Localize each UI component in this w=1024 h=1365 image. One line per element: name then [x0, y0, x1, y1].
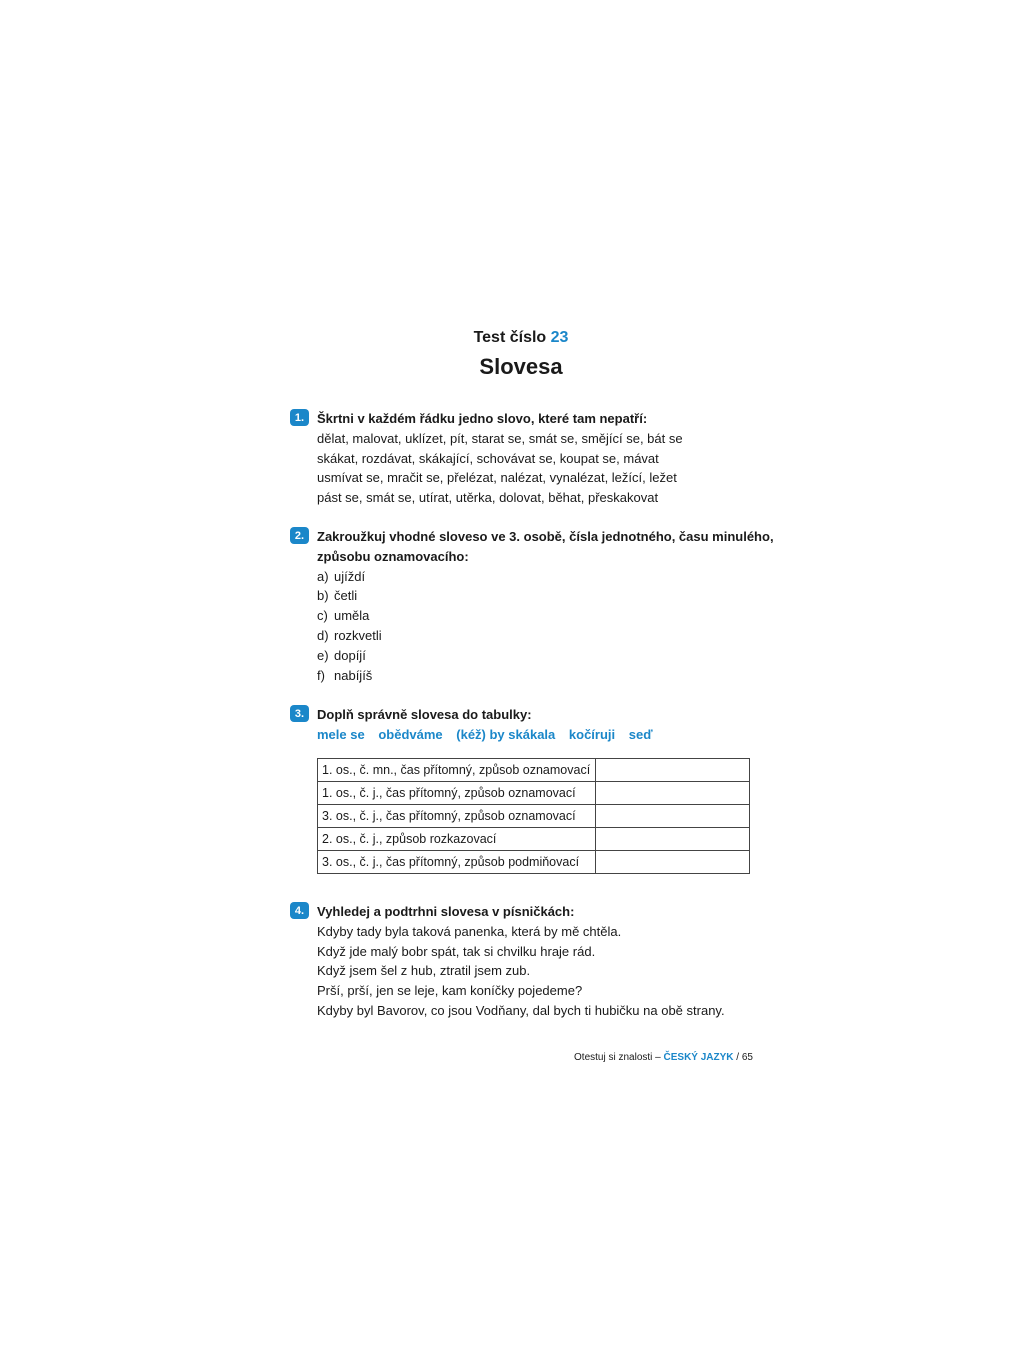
- option-letter: f): [317, 667, 325, 683]
- task-2-title: Zakroužkuj vhodné sloveso ve 3. osobě, čísla jednotného, času minulého,: [317, 529, 774, 544]
- task-4-title: Vyhledej a podtrhni slovesa v písničkách:: [317, 904, 575, 919]
- task-1: [290, 409, 760, 508]
- table-cell-description: 3. os., č. j., čas přítomný, způsob podmiňovací: [318, 851, 596, 874]
- table-row: [318, 805, 750, 828]
- test-number: 23: [550, 329, 569, 346]
- option-letter: b): [317, 588, 329, 604]
- word-bank-item: mele se: [317, 726, 365, 742]
- task-1-title: Škrtni v každém řádku jedno slovo, které tam nepatří:: [317, 411, 648, 426]
- task-4: [290, 902, 760, 1021]
- option-text: dopíjí: [334, 647, 366, 663]
- task-1-line: usmívat se, mračit se, přelézat, nalézat, vynalézat, ležící, ležet: [317, 470, 677, 486]
- task-3: [290, 705, 760, 745]
- option-e[interactable]: [317, 646, 760, 666]
- task-2-title-cont: způsobu oznamovacího:: [317, 548, 469, 564]
- song-line: Když jsem šel z hub, ztratil jsem zub.: [317, 963, 531, 979]
- task-4-number-badge: 4.: [290, 902, 309, 919]
- word-bank-item: kočíruji: [568, 726, 616, 742]
- word-bank-item: obědváme: [378, 726, 443, 742]
- task-1-number-badge: 1.: [290, 409, 309, 426]
- option-c[interactable]: [317, 606, 760, 626]
- option-d[interactable]: [317, 626, 760, 646]
- option-text: uměla: [334, 608, 370, 624]
- song-line: Kdyby tady byla taková panenka, která by mě chtěla.: [317, 923, 622, 939]
- table-cell-answer[interactable]: [596, 782, 750, 805]
- option-text: nabíjíš: [334, 667, 373, 683]
- task-3-title: Doplň správně slovesa do tabulky:: [317, 707, 532, 722]
- footer-prefix: Otestuj si znalosti –: [574, 1052, 664, 1063]
- task-1-line: dělat, malovat, uklízet, pít, starat se, smát se, smějící se, bát se: [317, 430, 683, 446]
- footer-subject: ČESKÝ JAZYK: [663, 1052, 734, 1063]
- test-label: Test číslo: [473, 329, 547, 346]
- table-cell-description: 1. os., č. mn., čas přítomný, způsob oznamovací: [318, 759, 596, 782]
- option-letter: d): [317, 627, 329, 643]
- song-line: Kdyby byl Bavorov, co jsou Vodňany, dal bych ti hubičku na obě strany.: [317, 1002, 725, 1018]
- table-row: [318, 828, 750, 851]
- song-line: Když jde malý bobr spát, tak si chvilku hraje rád.: [317, 943, 596, 959]
- task-2: [290, 527, 774, 685]
- page-title: Slovesa: [479, 354, 563, 379]
- task-1-line: skákat, rozdávat, skákající, schovávat se, koupat se, mávat: [317, 450, 659, 466]
- table-cell-description: 3. os., č. j., čas přítomný, způsob oznamovací: [318, 805, 596, 828]
- table-cell-answer[interactable]: [596, 759, 750, 782]
- table-row: [318, 759, 750, 782]
- table-row: [318, 782, 750, 805]
- task-3-number-badge: 3.: [290, 705, 309, 722]
- option-letter: a): [317, 568, 329, 584]
- word-bank-item: seď: [628, 726, 653, 742]
- word-bank-item: (kéž) by skákala: [456, 726, 556, 742]
- table-cell-description: 1. os., č. j., čas přítomný, způsob oznamovací: [318, 782, 596, 805]
- page-header: [0, 328, 1024, 380]
- option-text: četli: [334, 588, 358, 604]
- option-text: ujíždí: [334, 568, 366, 584]
- verb-table: [317, 758, 750, 874]
- page-footer: [560, 1052, 753, 1063]
- test-label-line: [18, 328, 1024, 348]
- option-f[interactable]: [317, 666, 760, 686]
- footer-page-number: / 65: [733, 1052, 753, 1063]
- option-letter: c): [317, 608, 328, 624]
- table-cell-answer[interactable]: [596, 828, 750, 851]
- option-text: rozkvetli: [334, 627, 382, 643]
- table-row: [318, 851, 750, 874]
- task-1-line: pást se, smát se, utírat, utěrka, dolovat, běhat, přeskakovat: [317, 490, 659, 506]
- table-cell-answer[interactable]: [596, 805, 750, 828]
- song-line: Prší, prší, jen se leje, kam koníčky pojedeme?: [317, 983, 583, 999]
- word-bank: [317, 725, 760, 745]
- table-cell-answer[interactable]: [596, 851, 750, 874]
- option-a[interactable]: [317, 567, 760, 587]
- option-b[interactable]: [317, 586, 760, 606]
- table-cell-description: 2. os., č. j., způsob rozkazovací: [318, 828, 596, 851]
- option-letter: e): [317, 647, 329, 663]
- task-2-number-badge: 2.: [290, 527, 309, 544]
